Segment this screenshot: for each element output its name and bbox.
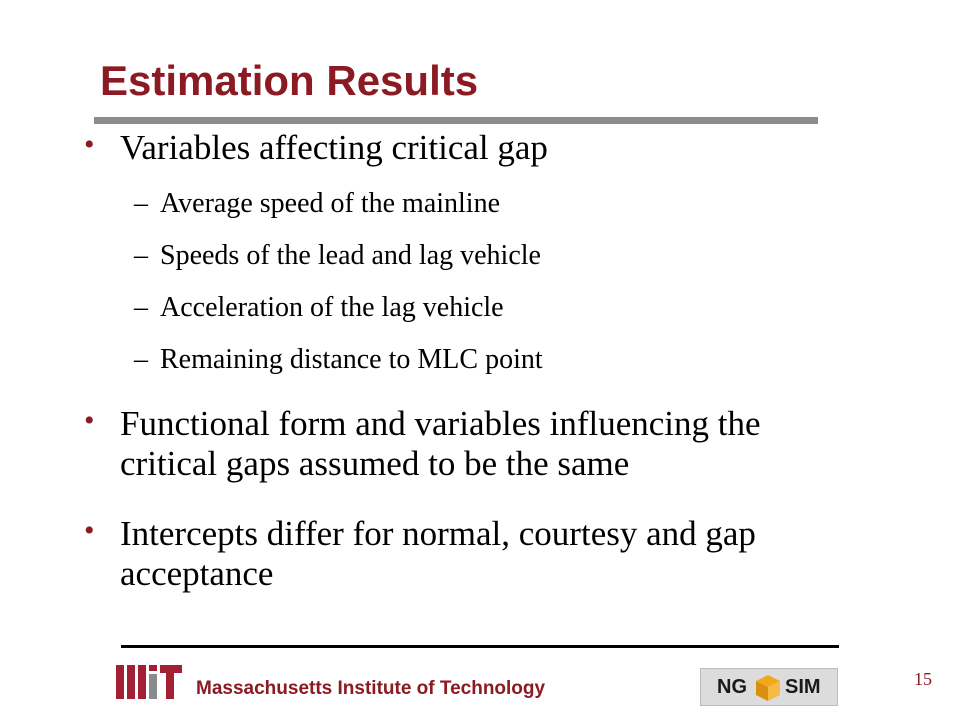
- sub-bullet-marker: –: [134, 188, 148, 219]
- sub-bullet-text: Remaining distance to MLC point: [160, 344, 543, 375]
- slide-title: Estimation Results: [100, 57, 479, 104]
- sub-bullet-text: Acceleration of the lag vehicle: [160, 292, 504, 323]
- ngsim-logo-left-text: NG: [717, 676, 747, 698]
- mit-logo-icon: [116, 665, 182, 699]
- sub-bullet-marker: –: [134, 344, 148, 375]
- ngsim-cube-icon: [755, 674, 781, 702]
- ngsim-logo: [700, 668, 838, 706]
- page-number: 15: [914, 669, 932, 689]
- ngsim-logo-right-text: SIM: [785, 676, 821, 698]
- bullet-marker: •: [84, 404, 95, 437]
- sub-bullet-marker: –: [134, 240, 148, 271]
- institution-name: Massachusetts Institute of Technology: [196, 678, 546, 699]
- bullet-marker: •: [84, 514, 95, 547]
- sub-bullet-text: Speeds of the lead and lag vehicle: [160, 240, 541, 271]
- footer-divider: [121, 645, 839, 648]
- bullet-text: Functional form and variables influencing the critical gaps assumed to be the same: [120, 404, 761, 483]
- bullet-marker: •: [84, 128, 95, 161]
- sub-bullet-text: Average speed of the mainline: [160, 188, 501, 219]
- bullet-text: Variables affecting critical gap: [120, 128, 548, 167]
- sub-bullet-marker: –: [134, 292, 148, 323]
- bullet-text: Intercepts differ for normal, courtesy and gap acceptance: [120, 514, 756, 593]
